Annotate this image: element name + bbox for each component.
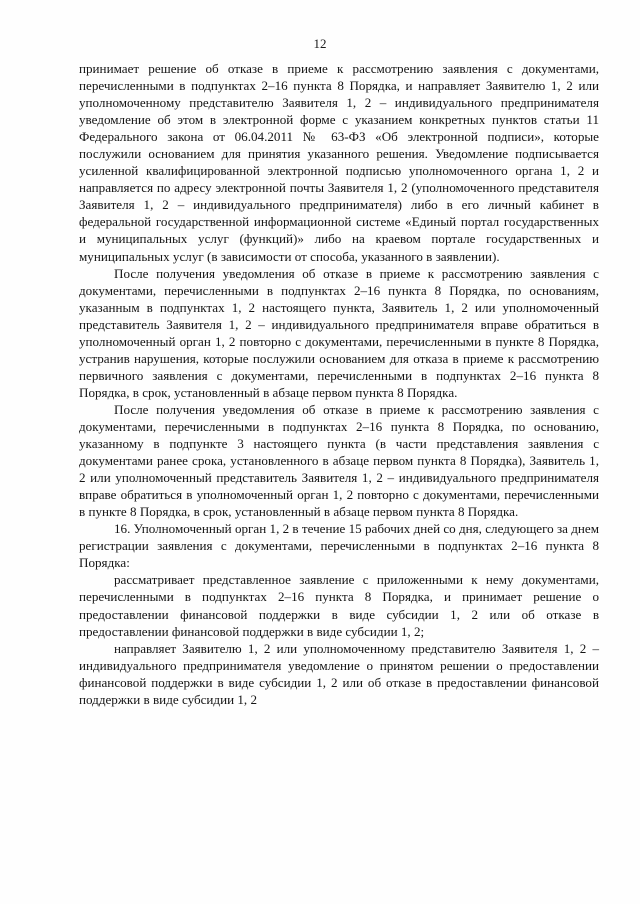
paragraph-1: принимает решение об отказе в приеме к рассмотрению заявления с документами, перечисленными в подпунктах 2–16 пункта 8 Порядка, и направляет Заявителю 1, 2 или уполномоченному представителю Заявителя 1, 2 – индивидуального предпринимателя уведомление об этом в электронной форме с указанием конкретных пунктов статьи 11 Федерального закона от 06.04.2011 № 63-ФЗ «Об электронной подписи», которые послужили основанием для принятия указанного решения. Уведомление подписывается усиленной квалифицированной электронной подписью уполномоченного органа 1, 2 и направляется по адресу электронной почты Заявителя 1, 2 (уполномоченного представителя Заявителя 1, 2 – индивидуального предпринимателя) либо в его личный кабинет в федеральной государственной информационной системе «Единый портал государственных и муниципальных услуг (функций)» либо на краевом портале государственных и муниципальных услуг (в зависимости от способа, указанного в заявлении).: [79, 61, 599, 264]
paragraph-2: После получения уведомления об отказе в приеме к рассмотрению заявления с документами, перечисленными в подпунктах 2–16 пункта 8 Порядка, по основаниям, указанным в подпунктах 1, 2 настоящего пункта, Заявитель 1, 2 или уполномоченный представитель Заявителя 1, 2 – индивидуального предпринимателя вправе обратиться в уполномоченный орган 1, 2 повторно с документами, перечисленными в пункте 8 Порядка, устранив нарушения, которые послужили основанием для отказа в приеме к рассмотрению первичного заявления с документами, перечисленными в подпунктах 2–16 пункта 8 Порядка, в срок, установленный в абзаце первом пункта 8 Порядка.: [79, 265, 599, 400]
paragraph-6: направляет Заявителю 1, 2 или уполномоченному представителю Заявителя 1, 2 – индивидуального предпринимателя уведомление о принятом решении о предоставлении финансовой поддержки в виде субсидии 1, 2 или об отказе в предоставлении финансовой поддержки в виде субсидии 1, 2: [79, 640, 599, 707]
page-number: 12: [313, 36, 327, 51]
paragraph-4-item-16: 16. Уполномоченный орган 1, 2 в течение 15 рабочих дней со дня, следующего за днем регистрации заявления с документами, перечисленными в подпунктах 2–16 пункта 8 Порядка:: [79, 521, 599, 571]
paragraph-5: рассматривает представленное заявление с приложенными к нему документами, перечисленными в подпунктах 2–16 пункта 8 Порядка, и принимает решение о предоставлении финансовой поддержки в виде субсидии 1, 2 или об отказе в предоставлении финансовой поддержки в виде субсидии 1, 2;: [79, 572, 599, 639]
paragraph-3: После получения уведомления об отказе в приеме к рассмотрению заявления с документами, перечисленными в подпунктах 2–16 пункта 8 Порядка, по основанию, указанному в подпункте 3 настоящего пункта (в части представления заявления с документами ранее срока, установленного в абзаце первом пункта 8 Порядка), Заявитель 1, 2 или уполномоченный представитель Заявителя 1, 2 – индивидуального предпринимателя вправе обратиться в уполномоченный орган 1, 2 повторно с документами, перечисленными в пункте 8 Порядка, в срок, установленный в абзаце первом пункта 8 Порядка.: [79, 401, 599, 520]
document-body: [79, 60, 599, 708]
